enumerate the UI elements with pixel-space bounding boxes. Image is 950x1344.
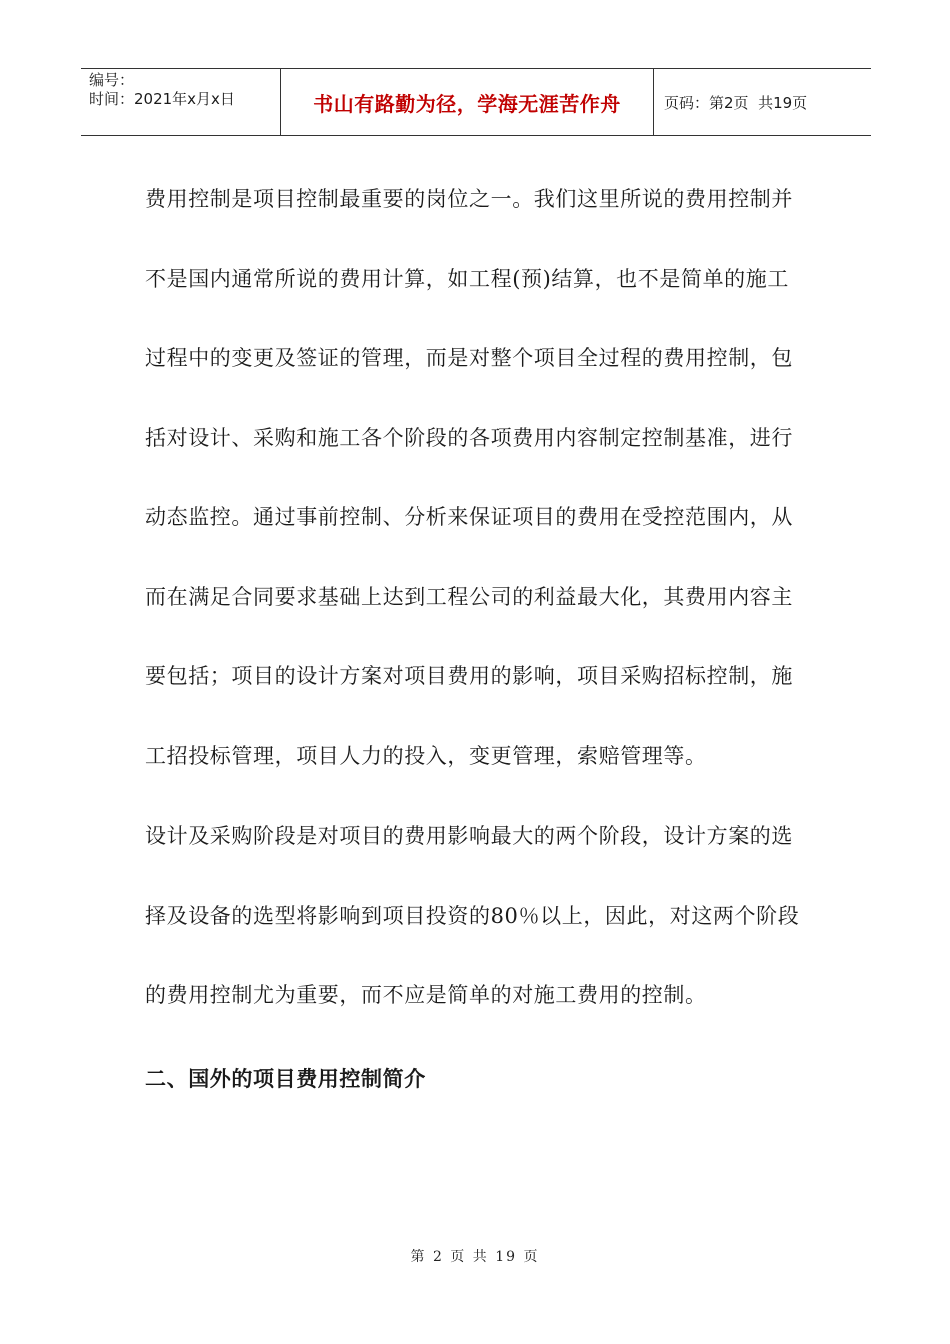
page-header	[81, 68, 871, 136]
header-page-info: 页码：第2页 共19页	[664, 93, 808, 112]
section-heading: 二、国外的项目费用控制简介	[145, 1066, 426, 1091]
page-footer	[0, 1246, 950, 1266]
document-date-label: 时间：2021年x月x日	[89, 90, 235, 108]
footer-page-number: 第 2 页 共 19 页	[410, 1249, 540, 1265]
header-motto: 书山有路勤为径，学海无涯苦作舟	[313, 91, 621, 116]
header-page-cell	[654, 69, 871, 135]
body-paragraph: 费用控制是项目控制最重要的岗位之一。我们这里所说的费用控制并不是国内通常所说的费用计算，如工程(预)结算，也不是简单的施工过程中的变更及签证的管理，而是对整个项目全过程的费用控制，包括对设计、采购和施工各个阶段的各项费用内容制定控制基准，进行动态监控。通过事前控制、分析来保证项目的费用在受控范围内，从而在满足合同要求基础上达到工程公司的利益最大化，其费用内容主要包括；项目的设计方案对项目费用的影响，项目采购招标控制，施工招投标管理，项目人力的投入，变更管理，索赔管理等。	[145, 187, 793, 768]
body-paragraph: 设计及采购阶段是对项目的费用影响最大的两个阶段，设计方案的选择及设备的选型将影响到项目投资的80％以上，因此，对这两个阶段的费用控制尤为重要，而不应是简单的对施工费用的控制。	[145, 824, 800, 1007]
header-motto-cell	[281, 69, 654, 135]
document-body	[145, 160, 810, 1119]
document-number-label: 编号：	[89, 71, 135, 89]
header-meta-cell	[81, 69, 281, 135]
